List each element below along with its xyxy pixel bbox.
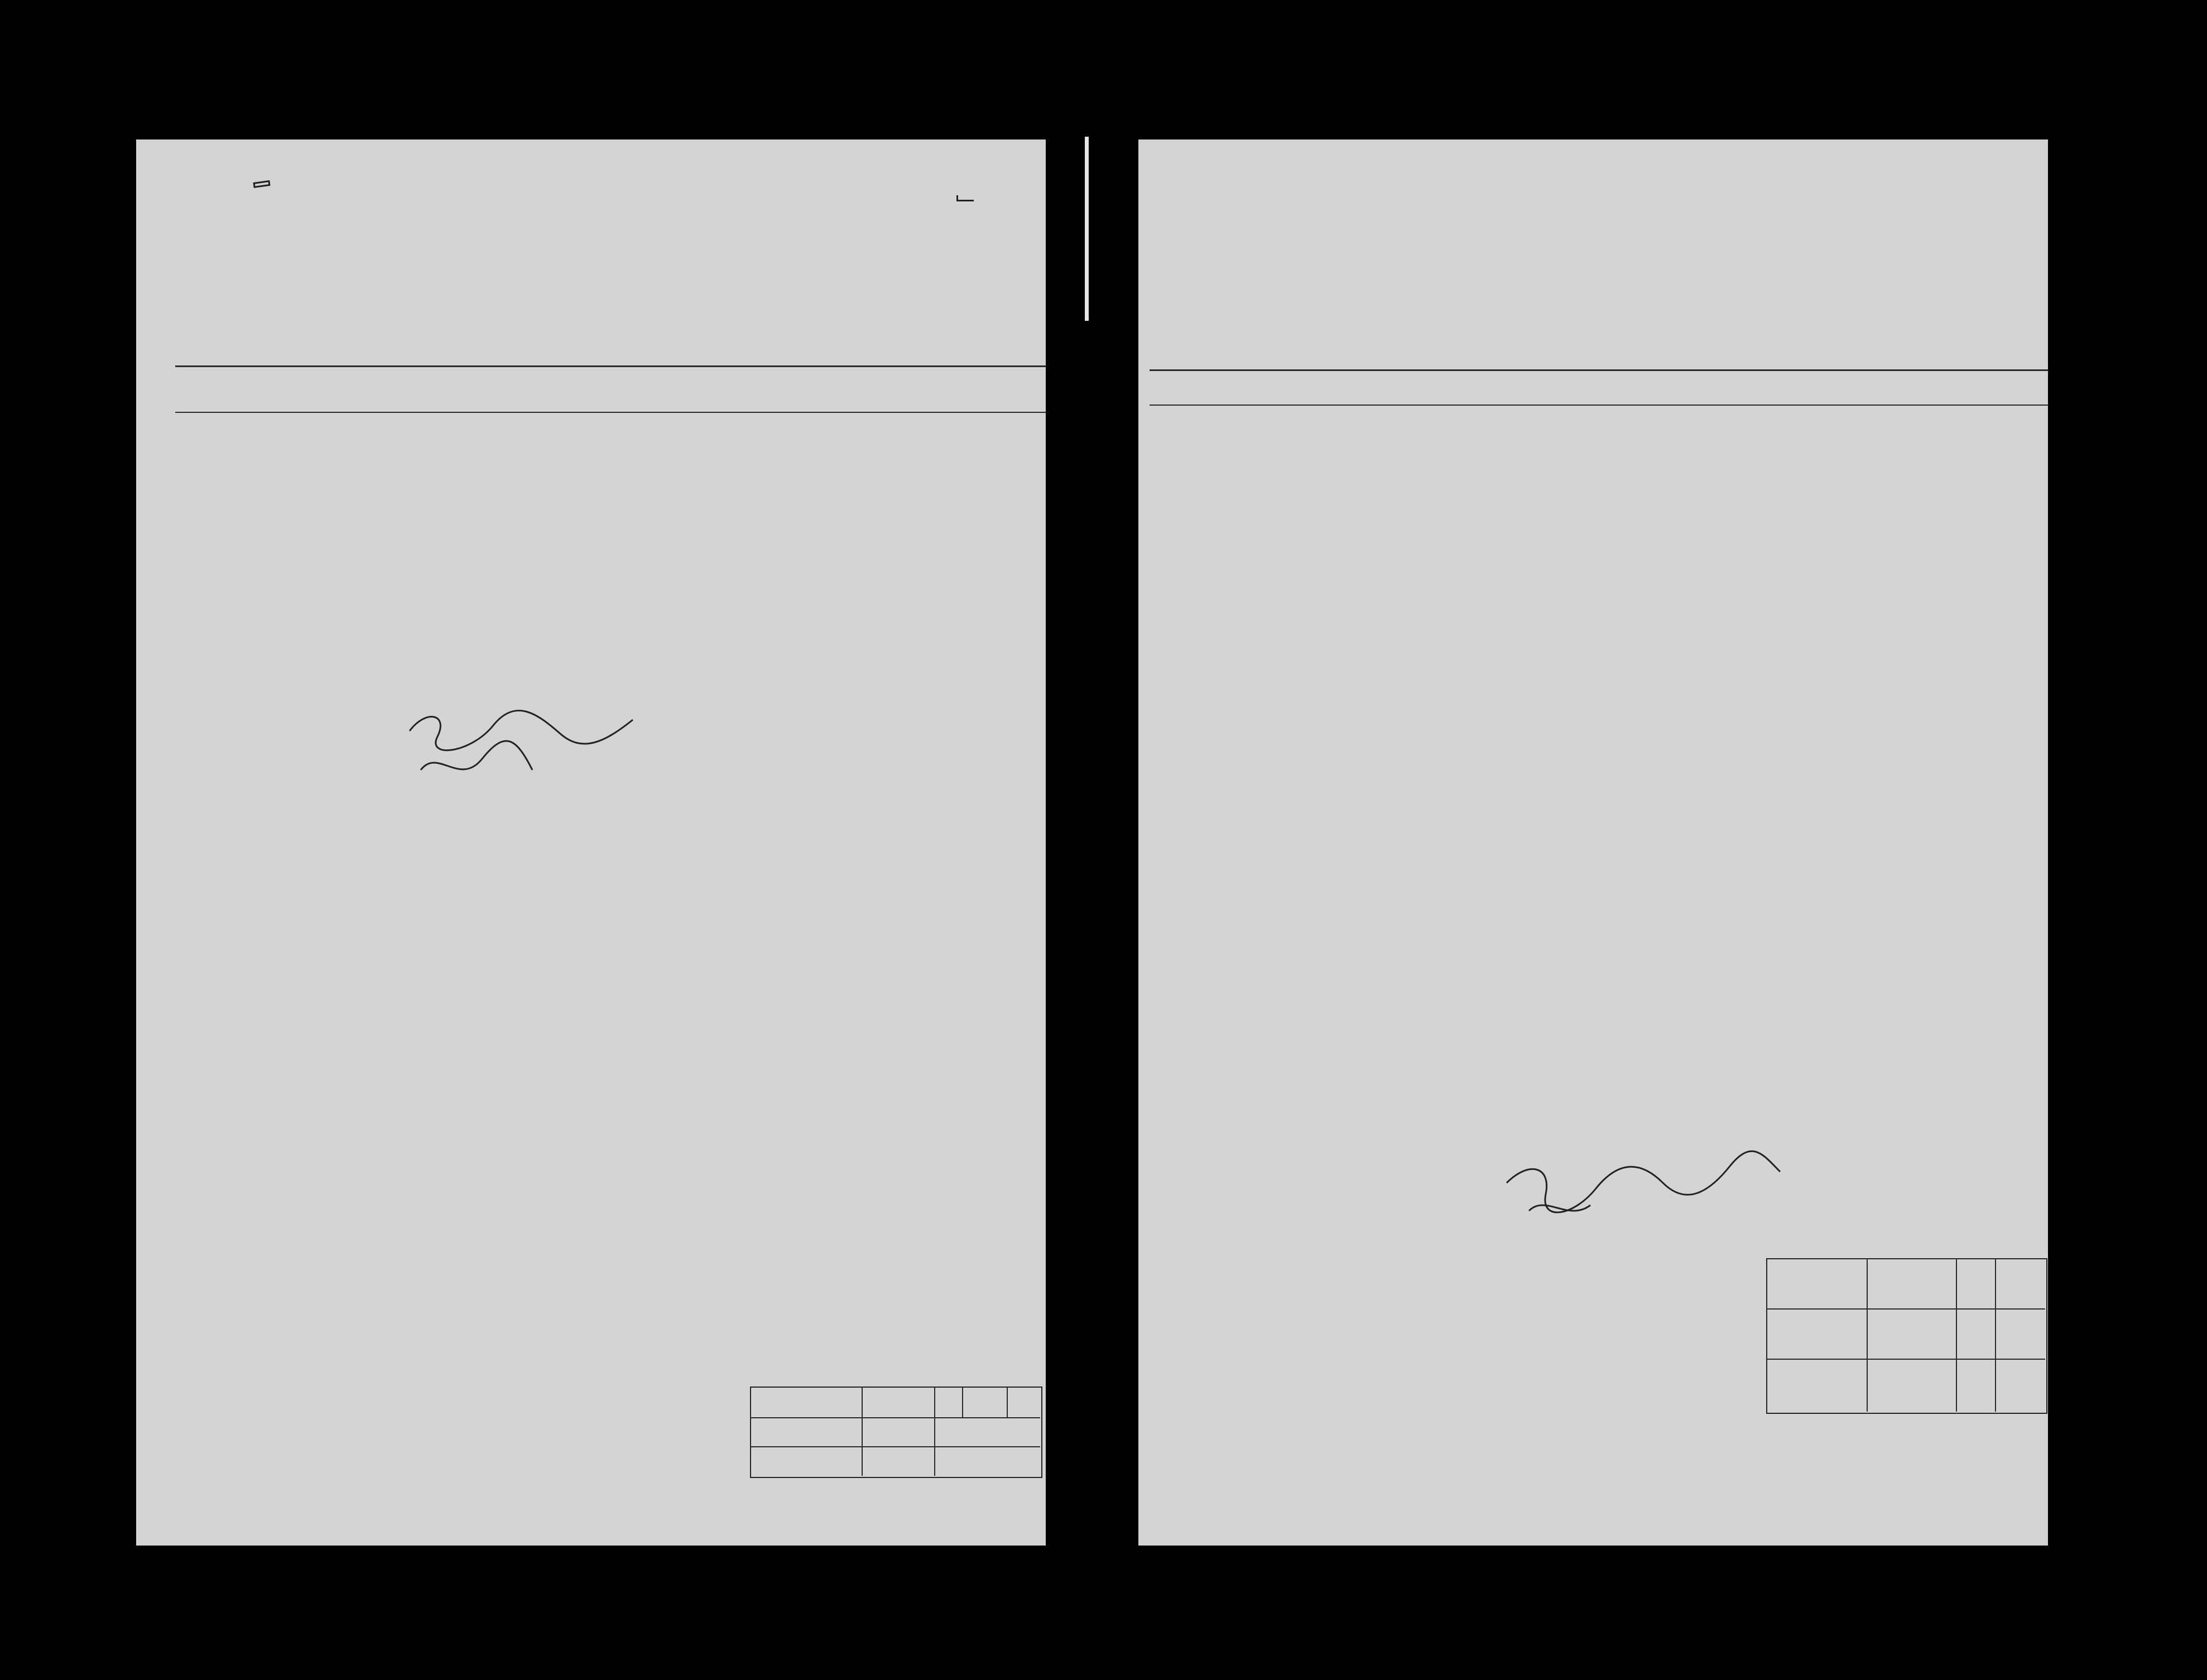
crew-totals-box (1766, 1258, 2047, 1414)
inspector-signature (404, 703, 638, 792)
totals-box (750, 1387, 1042, 1478)
passenger-manifest-sheet (136, 139, 1046, 1546)
box-number-mark (253, 180, 270, 188)
page-divider (1085, 137, 1089, 321)
page-mark-large (956, 195, 974, 201)
crew-manifest-sheet (1138, 139, 2048, 1546)
crew-inspector-signature (1496, 1144, 1786, 1239)
